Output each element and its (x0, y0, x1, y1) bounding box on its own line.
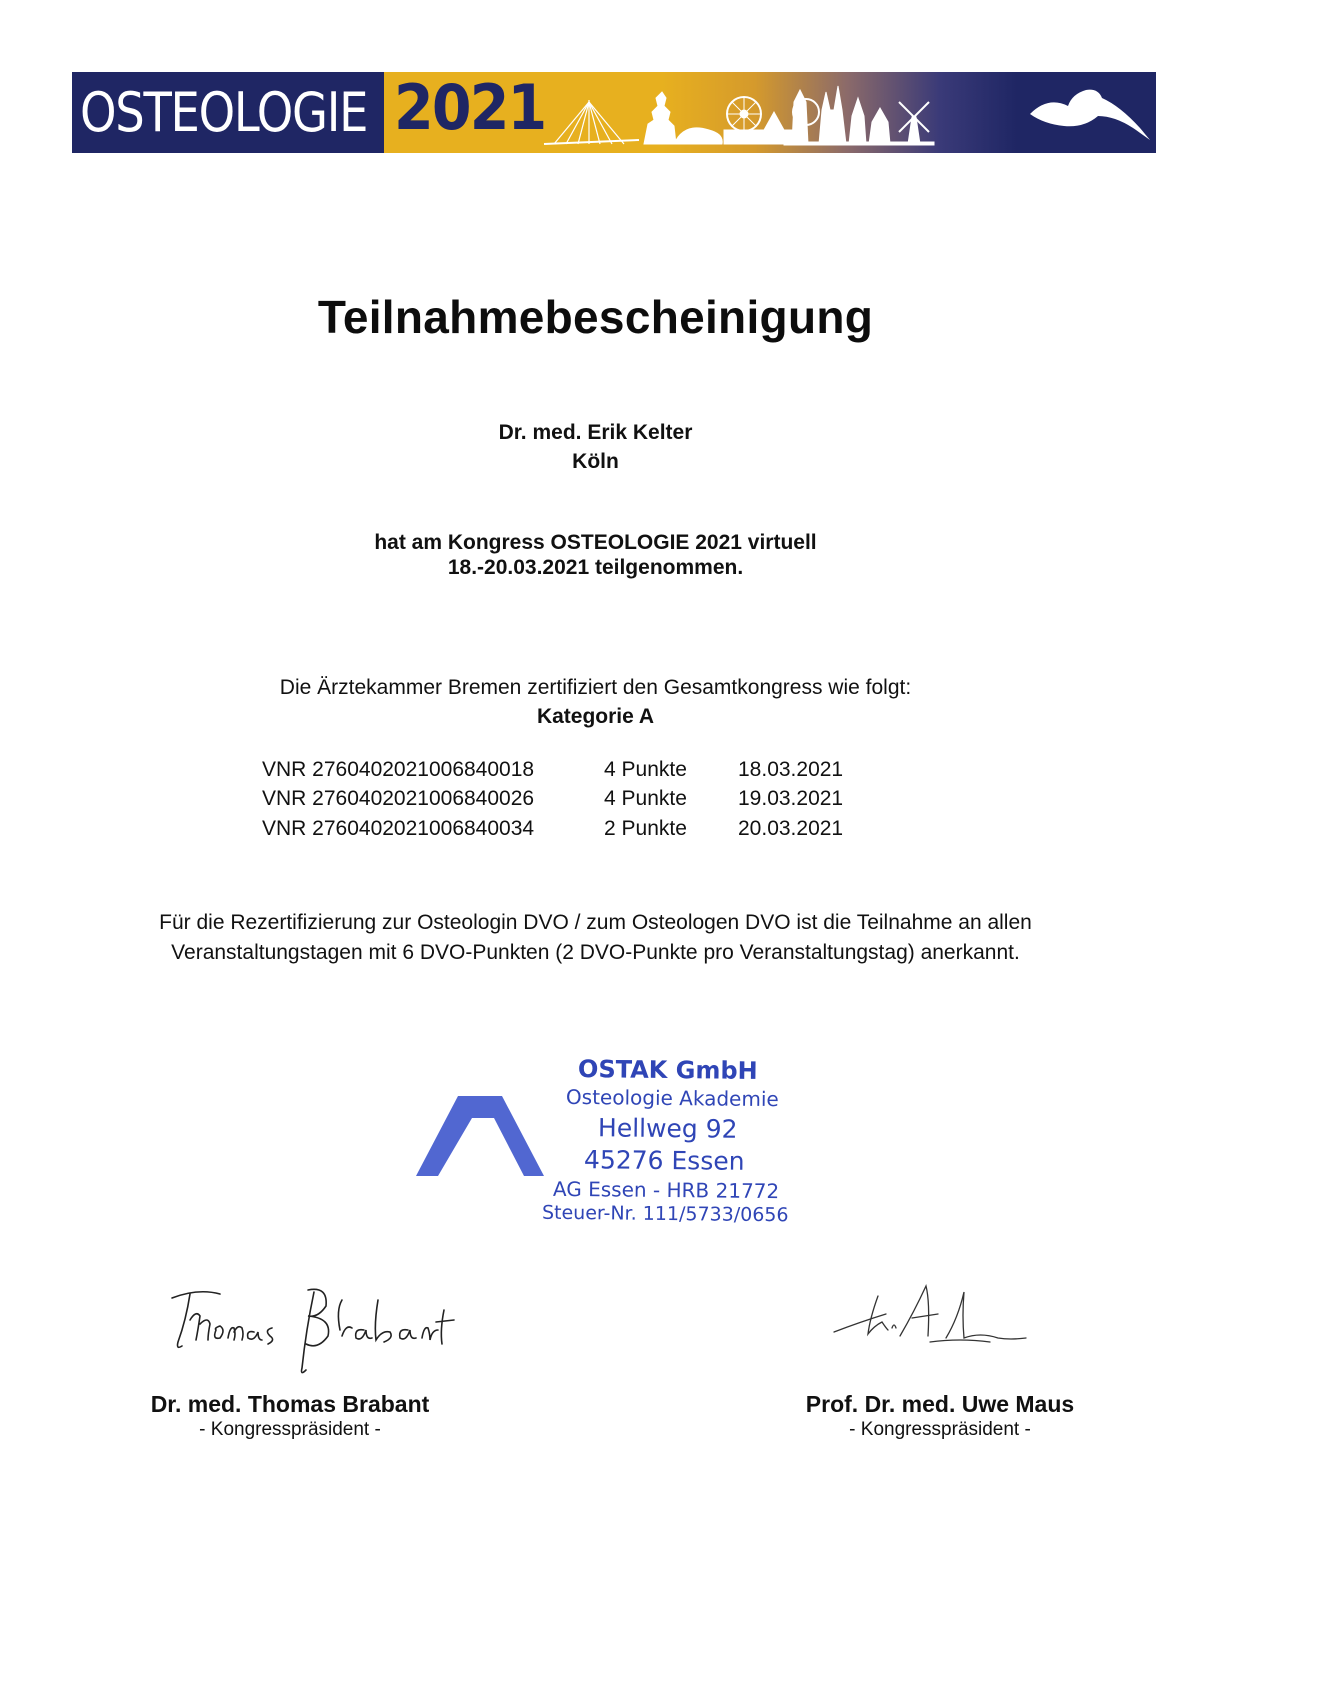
stamp-subtitle: Osteologie Akademie (565, 1084, 779, 1112)
city-skyline-icon (544, 72, 984, 153)
header-banner (72, 71, 1339, 153)
participation-line-2: 18.-20.03.2021 teilgenommen. (447, 556, 744, 579)
vnr-number: VNR 2760402021006840018 (262, 757, 535, 781)
vnr-points: 4 Punkte (604, 757, 687, 781)
vnr-row (262, 785, 843, 815)
ostak-logo-icon (412, 1090, 547, 1180)
vnr-row (262, 755, 843, 785)
document-title: Teilnahmebescheinigung (317, 291, 874, 343)
participant-name: Dr. med. Erik Kelter (498, 421, 693, 444)
banner-year: 2021 (394, 71, 546, 144)
vnr-table (262, 755, 843, 844)
signer-role-right: - Kongresspräsident - (849, 1419, 1031, 1440)
certification-intro: Die Ärztekammer Bremen zertifiziert den Gesamtkongress wie folgt: (279, 676, 912, 699)
dvo-note-line-1: Für die Rezertifizierung zur Osteologin DVO / zum Osteologen DVO ist die Teilnahme an allen (159, 911, 1032, 934)
stamp-tax-number: Steuer-Nr. 111/5733/0656 (541, 1201, 789, 1227)
participation-line-1: hat am Kongress OSTEOLOGIE 2021 virtuell (374, 531, 817, 554)
stamp-city: 45276 Essen (583, 1145, 745, 1176)
banner-name-panel (72, 72, 384, 153)
participant-city: Köln (572, 450, 619, 473)
vnr-date: 20.03.2021 (738, 816, 844, 840)
signer-name-right: Prof. Dr. med. Uwe Maus (805, 1391, 1075, 1417)
vnr-number: VNR 2760402021006840026 (262, 787, 535, 811)
vnr-date: 19.03.2021 (738, 787, 844, 811)
signer-role-left: - Kongresspräsident - (199, 1419, 381, 1440)
stamp-register: AG Essen - HRB 21772 (552, 1176, 780, 1204)
dvo-note-line-2: Veranstaltungstagen mit 6 DVO-Punkten (2 DVO-Punkte pro Veranstaltungstag) anerkannt. (171, 941, 1020, 964)
certification-category: Kategorie A (536, 705, 655, 728)
vnr-number: VNR 2760402021006840034 (262, 816, 535, 840)
signature-thomas-brabant (168, 1280, 458, 1375)
vnr-date: 18.03.2021 (738, 757, 844, 781)
vnr-points: 2 Punkte (604, 816, 687, 840)
signature-uwe-maus (830, 1278, 1030, 1358)
vnr-row (262, 814, 843, 844)
stamp-street: Hellweg 92 (597, 1113, 738, 1144)
signer-name-left: Dr. med. Thomas Brabant (150, 1391, 430, 1417)
seagull-logo-icon (1028, 76, 1153, 146)
banner-name: OSTEOLOGIE (80, 80, 368, 144)
banner-tag: VIRTUELL (1232, 112, 1339, 140)
stamp-company: OSTAK GmbH (577, 1055, 758, 1085)
vnr-points: 4 Punkte (604, 787, 687, 811)
